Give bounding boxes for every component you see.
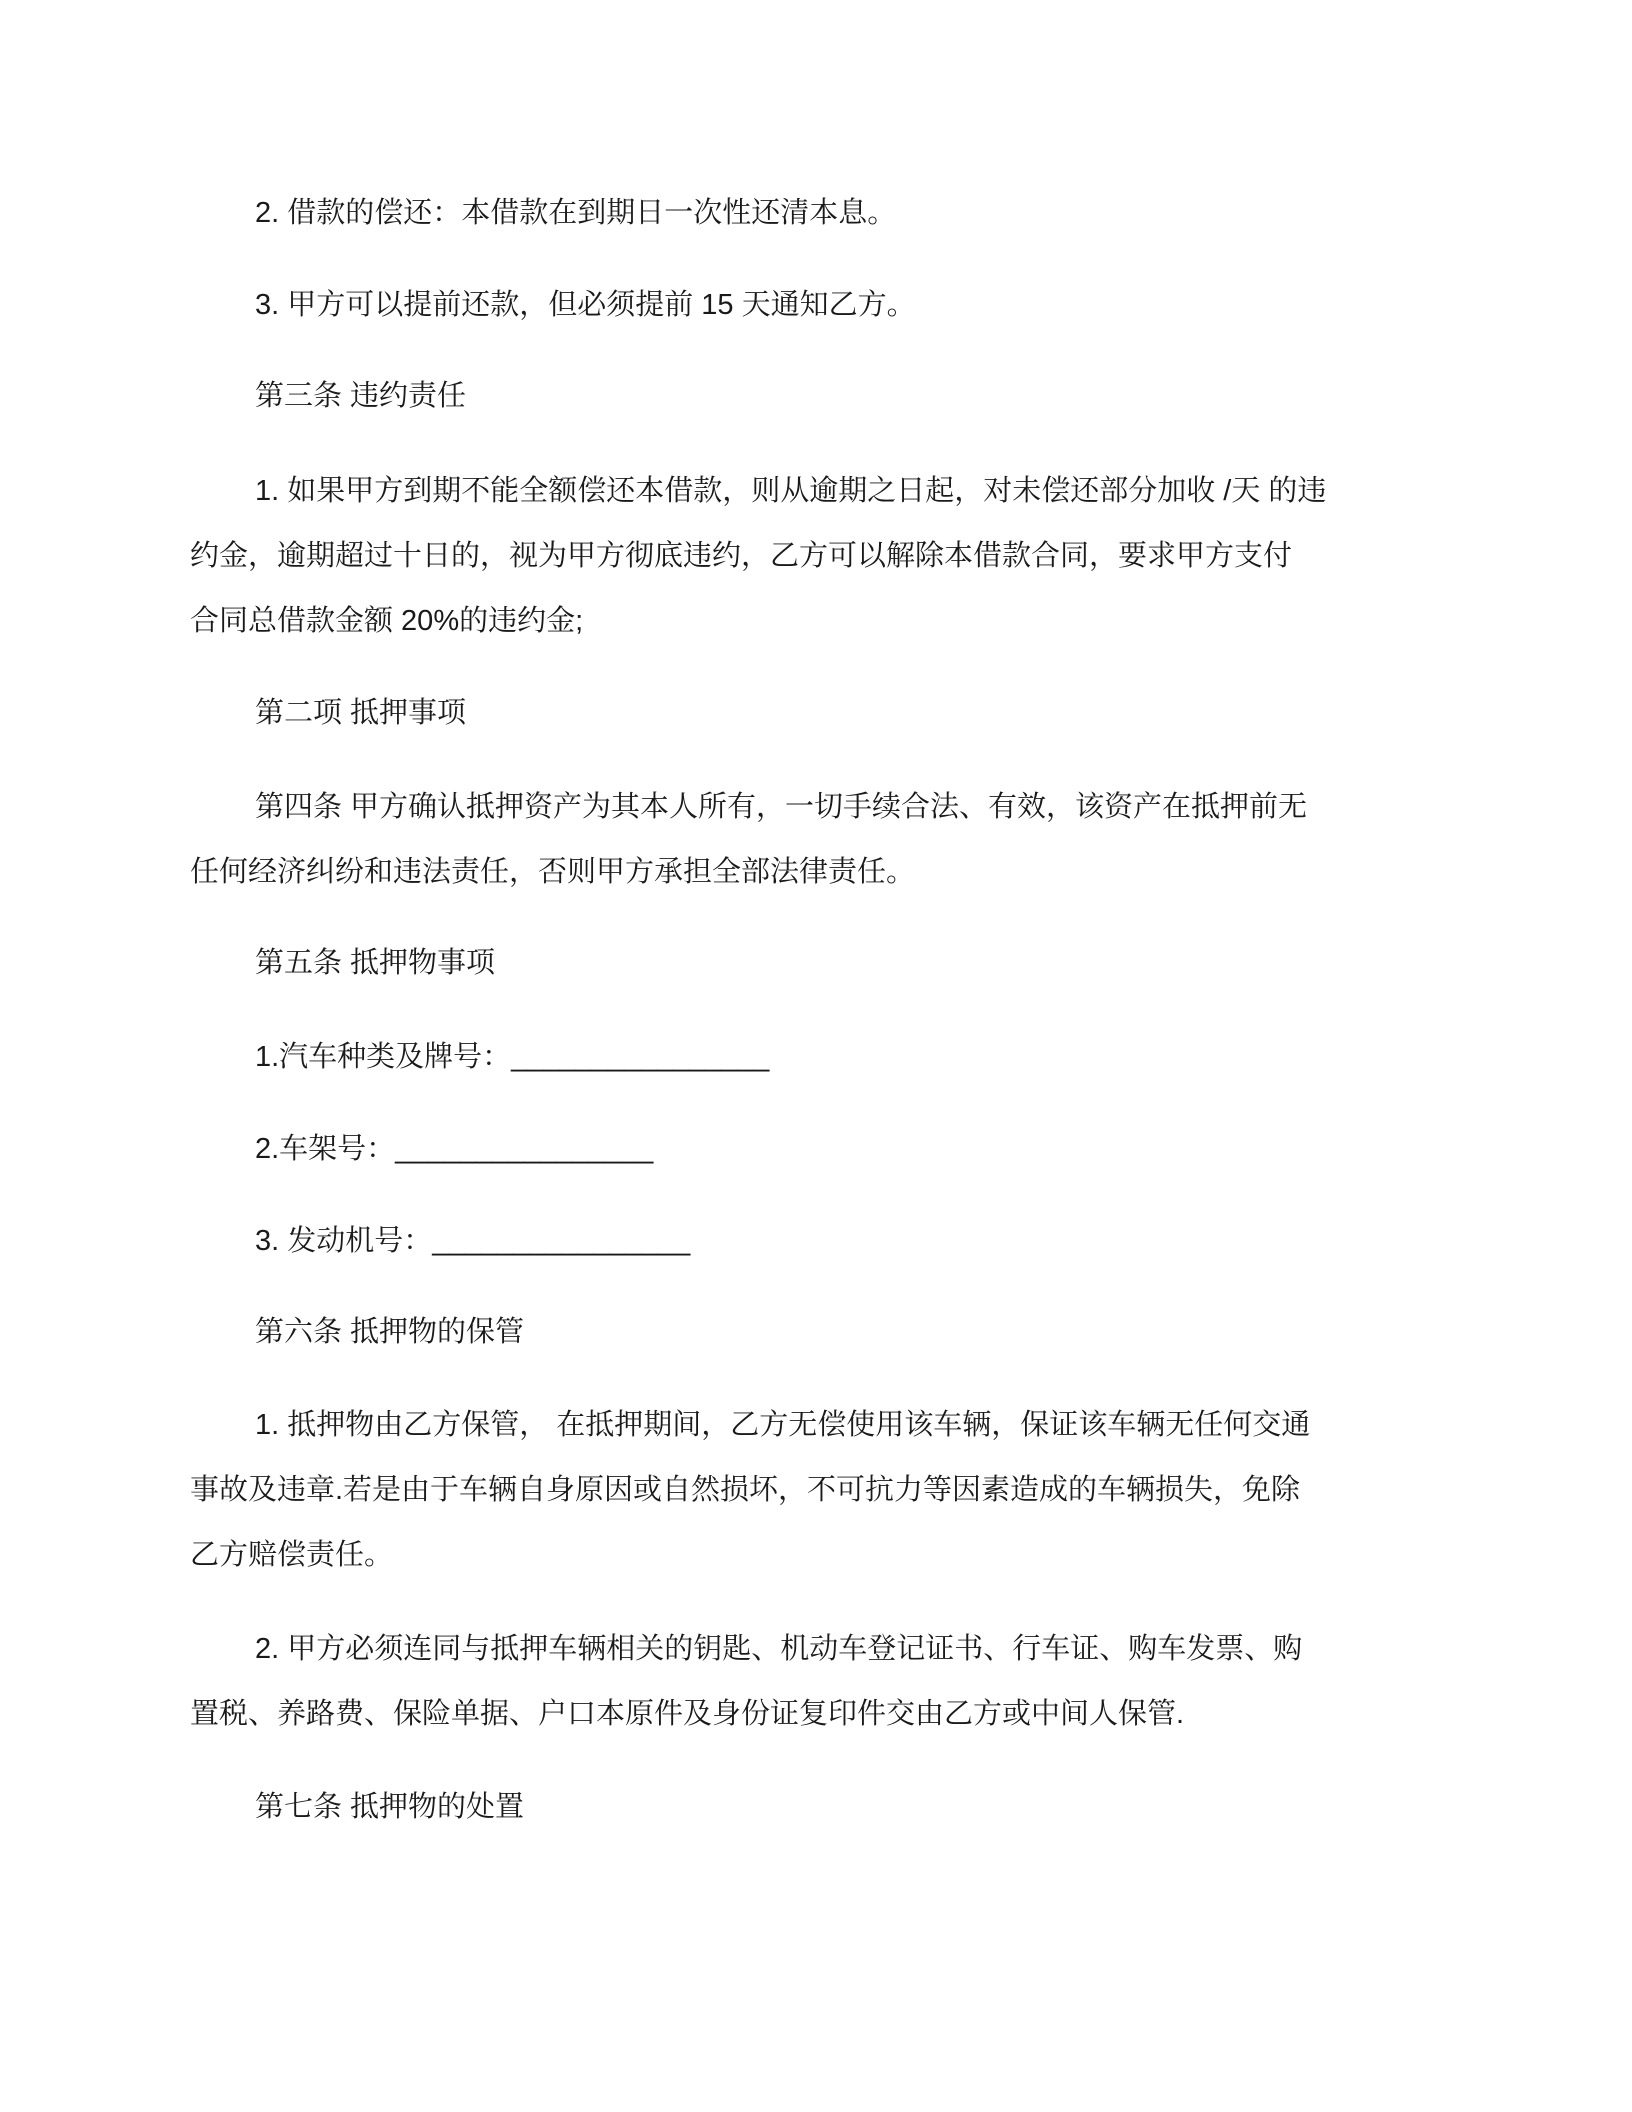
paragraph [190,1300,1440,1365]
paragraph [190,459,1440,654]
text-line: 第六条 抵押物的保管 [255,1316,525,1348]
text-line: 第七条 抵押物的处置 [255,1791,525,1823]
text-line: 置税、养路费、保险单据、户口本原件及身份证复印件交由乙方或中间人保管. [190,1698,1185,1730]
text-line: 事故及违章.若是由于车辆自身原因或自然损坏，不可抗力等因素造成的车辆损失，免除 [190,1474,1301,1506]
text-line: 合同总借款金额 20%的违约金; [190,605,584,637]
paragraph [190,1775,1440,1840]
paragraph [190,1617,1440,1747]
text-line: 第五条 抵押物事项 [255,947,496,979]
text-line: 2.车架号：________________ [255,1133,654,1165]
text-line: 乙方赔偿责任。 [190,1539,394,1571]
paragraph [190,931,1440,996]
paragraph [190,181,1440,246]
paragraph [190,1393,1440,1588]
paragraph [190,775,1440,905]
text-line: 第三条 违约责任 [255,380,467,412]
text-line: 第四条 甲方确认抵押资产为其本人所有，一切手续合法、有效，该资产在抵押前无 [255,791,1308,823]
paragraph [190,364,1440,429]
text-line: 约金，逾期超过十日的，视为甲方彻底违约，乙方可以解除本借款合同，要求甲方支付 [190,540,1293,572]
paragraph [190,1117,1440,1182]
paragraph [190,273,1440,338]
text-line: 1. 抵押物由乙方保管， 在抵押期间，乙方无偿使用该车辆，保证该车辆无任何交通 [255,1409,1311,1441]
text-line: 2. 借款的偿还：本借款在到期日一次性还清本息。 [255,197,897,229]
text-line: 任何经济纠纷和违法责任，否则甲方承担全部法律责任。 [190,856,916,888]
paragraph [190,1025,1440,1090]
paragraph [190,681,1440,746]
text-line: 1. 如果甲方到期不能全额偿还本借款，则从逾期之日起，对未偿还部分加收 /天 的违 [255,475,1327,507]
text-line: 3. 发动机号：________________ [255,1225,691,1257]
text-line: 2. 甲方必须连同与抵押车辆相关的钥匙、机动车登记证书、行车证、购车发票、购 [255,1633,1303,1665]
paragraph [190,1209,1440,1274]
text-line: 3. 甲方可以提前还款，但必须提前 15 天通知乙方。 [255,289,916,321]
text-line: 第二项 抵押事项 [255,697,467,729]
text-line: 1.汽车种类及牌号：________________ [255,1041,770,1073]
